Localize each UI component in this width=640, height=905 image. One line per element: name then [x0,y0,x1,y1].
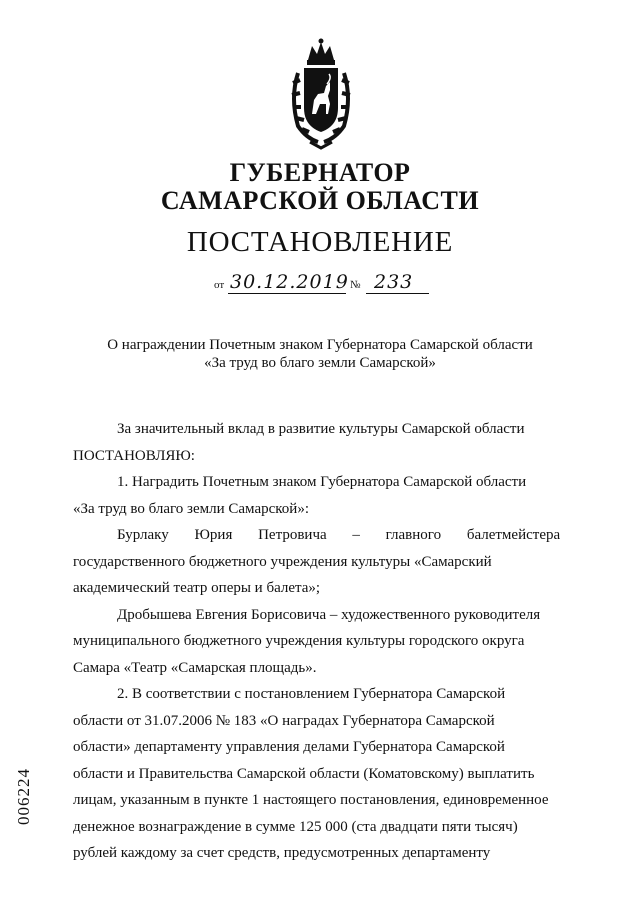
date-number-line [214,272,429,294]
item2-line: денежное вознаграждение в сумме 125 000 (ста двадцати пяти тысяч) [73,818,518,835]
subject-line: О награждении Почетным знаком Губернатора Самарской области [107,337,533,353]
date-underline [228,293,346,294]
awardee2-line: муниципального бюджетного учреждения культуры городского округа [73,633,525,649]
item1-line: 1. Наградить Почетным знаком Губернатора Самарской области [117,474,527,490]
awardee2-line: Дробышева Евгения Борисовича – художественного руководителя [117,606,541,623]
item2-line: рублей каждому за счет средств, предусмотренных департаменту [73,845,491,861]
item2-line: области от 31.07.2006 № 183 «О наградах Губернатора Самарской [73,712,495,729]
item2-line: области и Правительства Самарской области (Коматовскому) выплатить [73,765,535,782]
issuer-title: ГУБЕРНАТОР [229,158,411,187]
decree-body [73,416,563,867]
item2-line: области» департаменту управления делами Губернатора Самарской [73,739,505,755]
awardee1-line: государственного бюджетного учреждения культуры «Самарский [73,553,492,570]
number-prefix: № [350,279,361,291]
preamble-line: ПОСТАНОВЛЯЮ: [73,447,195,464]
item2-line: лицам, указанным в пункте 1 настоящего постановления, единовременное [73,792,549,808]
date-prefix: от [214,279,225,291]
issuer-region: САМАРСКОЙ ОБЛАСТИ [160,186,480,215]
subject-line: «За труд во благо земли Самарской» [204,355,436,371]
samara-coat-of-arms-icon [288,38,354,150]
margin-serial-number: 006224 [14,768,33,825]
decree-subject [0,336,640,372]
awardee1-line: академический театр оперы и балета»; [73,580,321,596]
preamble-line: За значительный вклад в развитие культуры Самарской области [117,421,525,437]
awardee1-line: Бурлаку Юрия Петровича – главного балетмейстера [117,527,561,543]
item2-line: 2. В соответствии с постановлением Губернатора Самарской [117,686,506,702]
number-underline [366,293,429,294]
decree-number: 233 [374,271,414,293]
awardee2-line: Самара «Театр «Самарская площадь». [73,659,317,676]
item1-line: «За труд во благо земли Самарской»: [73,500,309,517]
decree-date: 30.12.2019 [230,271,349,293]
document-type: ПОСТАНОВЛЕНИЕ [186,226,454,258]
